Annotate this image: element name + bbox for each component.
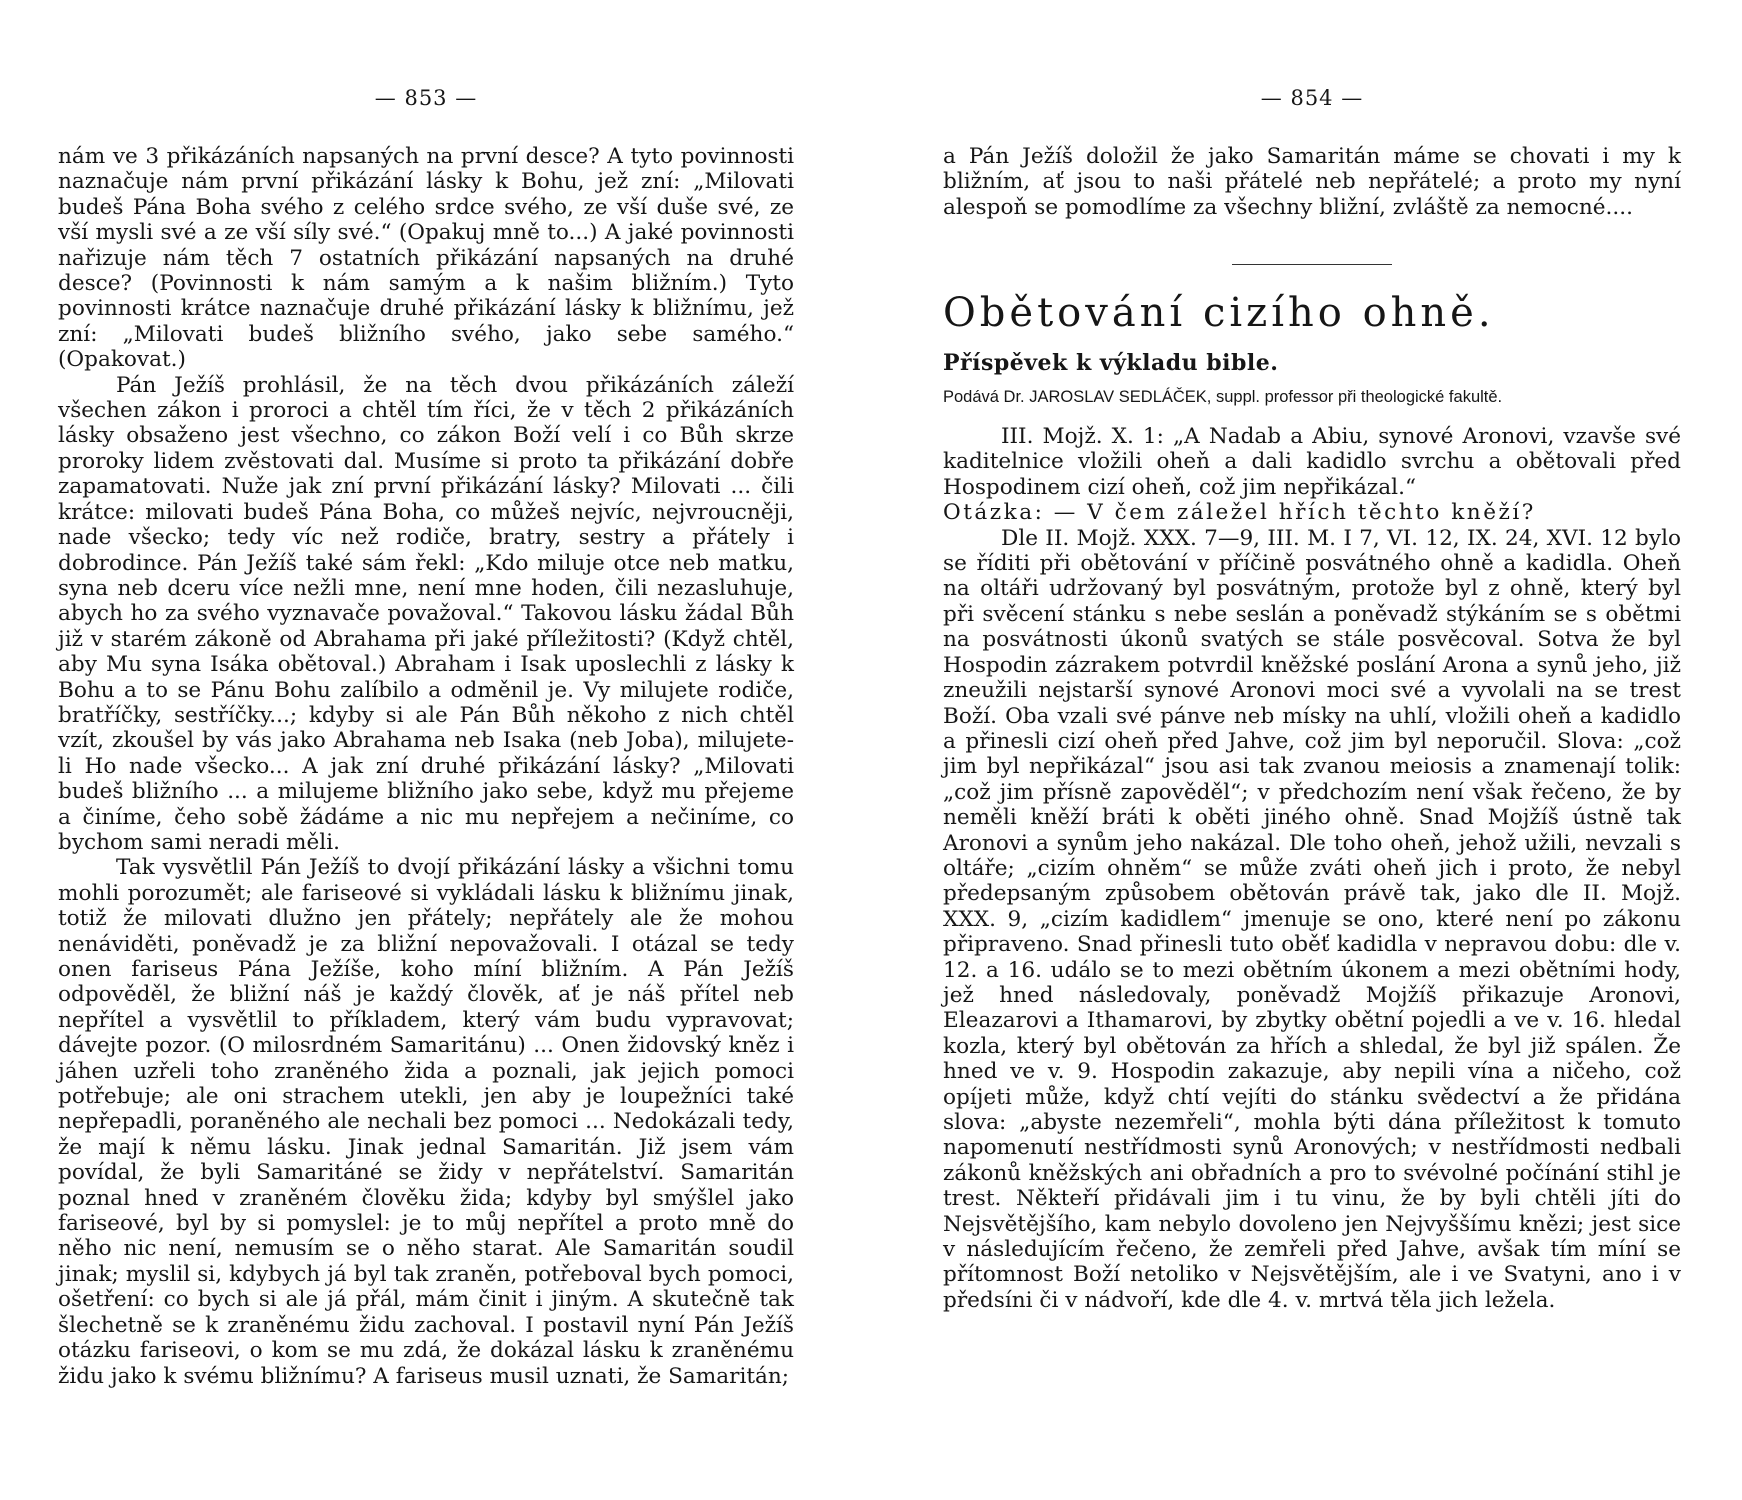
- article-author: Podává Dr. JAROSLAV SEDLÁČEK, suppl. professor při theologické fakultě.: [943, 387, 1503, 406]
- scripture-quote: III. Mojž. X. 1: „A Nadab a Abiu, synové Aronovi, vzavše své kaditelnice vložili oheň a dali kadidlo svrchu a obětovali před Hospodinem cizí oheň, což jim nepřikázal.“: [943, 424, 1681, 500]
- paragraph: nám ve 3 přikázáních napsaných na první desce? A tyto povinnosti naznačuje nám první přikázání lásky k Bohu, jež zní: „Milovati budeš Pána Boha svého z celého srdce svého, ze vší duše své, ze vší mysli své a ze vší síly své.“ (Opakuj mně to...) A jaké povinnosti nařizuje nám těch 7 ostatních přikázání napsaných na druhé desce? (Povinnosti k nám samým a k našim bližním.) Tyto povinnosti krátce naznačuje druhé přikázání lásky k bližnímu, jež zní: „Milovati budeš bližního svého, jako sebe samého.“ (Opakovat.): [58, 144, 794, 373]
- section-divider: [1232, 264, 1392, 265]
- question-heading: Otázka: — V čem záležel hřích těchto kněží?: [943, 500, 1536, 526]
- article-subtitle: Příspěvek k výkladu bible.: [943, 350, 1279, 377]
- page-body: [58, 144, 794, 1389]
- page-number: — 854 —: [1260, 86, 1364, 110]
- article-title: Obětování cizího ohně.: [943, 290, 1495, 337]
- page-body: [943, 144, 1681, 1313]
- continuation-paragraph: a Pán Ježíš doložil že jako Samaritán máme se chovati i my k bližním, ať jsou to naši přátelé neb nepřátelé; a proto my nyní alespoň se pomodlíme za všechny bližní, zvláště za nemocné....: [943, 144, 1681, 220]
- answer-paragraph: Dle II. Mojž. XXX. 7—9, III. M. I 7, VI. 12, IX. 24, XVI. 12 bylo se říditi při obětování v příčině posvátného ohně a kadidla. Oheň na oltáři udržovaný byl posvátným, protože byl z ohně, který byl při svěcení stánku s nebe seslán a poněvadž stýkáním se s obětmi na posvátnosti úkonů svatých se stále posvěcoval. Sotva že byl Hospodin zázrakem potvrdil kněžské poslání Arona a synů jeho, již zneužili nejstarší synové Aronovi moci své a vyvolali na se trest Boží. Oba vzali své pánve neb mísky na uhlí, vložili oheň a kadidlo a přinesli cizí oheň před Jahve, což jim byl neporučil. Slova: „což jim byl nepřikázal“ jsou asi tak zvanou meiosis a znamenají tolik: „což jim přísně zapověděl“; v předchozím není však řečeno, že by neměli kněží bráti k oběti jiného ohně. Snad Mojžíš ústně tak Aronovi a synům jeho nakázal. Dle toho oheň, jehož užili, nevzali s oltáře; „cizím ohněm“ se může zváti oheň jich i proto, že nebyl předepsaným způsobem obětován právě tak, jako dle II. Mojž. XXX. 9, „cizím kadidlem“ jmenuje se ono, které není po zákonu připraveno. Snad přinesli tuto oběť kadidla v nepravou dobu: dle v. 12. a 16. událo se to mezi obětním úkonem a mezi obětními hody, jež hned následovaly, poněvadž Mojžíš přikazuje Aronovi, Eleazarovi a Ithamarovi, by zbytky obětní pojedli a ve v. 16. hledal kozla, který byl obětován za hřích a shledal, že byl již spálen. Že hned ve v. 9. Hospodin zakazuje, aby nepili vína a ničeho, což opíjeti může, když chtí vejíti do stánku svědectví a že přidána slova: „abyste nezemřeli“, mohla býti dána příležitost k tomuto napomenutí nestřídmosti synů Aronových; v nestřídmosti nedbali zákonů kněžských ani obřadních a pro to svévolné počínání stihl je trest. Někteří přidávali jim i tu vinu, že by byli chtěli jíti do Nejsvětějšího, kam nebylo dovoleno jen Nejvyššímu knězi; jest sice v následujícím řečeno, že zemřeli před Jahve, avšak tím míní se přítomnost Boží netoliko v Nejsvětějším, ale i ve Svatyni, ano i v předsíni či v nádvoří, kde dle 4. v. mrtvá těla jich ležela.: [943, 525, 1681, 1313]
- paragraph: Tak vysvětlil Pán Ježíš to dvojí přikázání lásky a všichni tomu mohli porozumět; ale fariseové si vykládali lásku k bližnímu jinak, totiž že milovati dlužno jen přátely; nepřátely ale že mohou nenáviděti, poněvadž je za bližní nepovažovali. I otázal se tedy onen fariseus Pána Ježíše, koho míní bližním. A Pán Ježíš odpověděl, že bližní náš je každý člověk, ať je náš přítel neb nepřítel a vysvětlil to příkladem, který vám budu vypravovat; dávejte pozor. (O milosrdném Samaritánu) ... Onen židovský kněz i jáhen uzřeli toho zraněného žida a poznali, jak jejich pomoci potřebuje; ale oni strachem utekli, jen aby je loupežníci také nepřepadli, poraněného ale nechali bez pomoci ... Nedokázali tedy, že mají k němu lásku. Jinak jednal Samaritán. Již jsem vám povídal, že byli Samaritáné se židy v nepřátelství. Samaritán poznal hned v zraněném člověku žida; kdyby byl smýšlel jako fariseové, byl by si pomyslel: je to můj nepřítel a proto mně do něho nic není, nemusím se o něho starat. Ale Samaritán soudil jinak; myslil si, kdybych já byl tak zraněn, potřeboval bych pomoci, ošetření: co bych si ale já přál, mám činit i jiným. A skutečně tak šlechetně se k zraněnému židu zachoval. I postavil nyní Pán Ježíš otázku fariseovi, o kom se mu zdá, že dokázal lásku k zraněnému židu jako k svému bližnímu? A fariseus musil uznati, že Samaritán;: [58, 855, 794, 1389]
- paragraph: Pán Ježíš prohlásil, že na těch dvou přikázáních záleží všechen zákon i proroci a chtěl tím říci, že v těch 2 přikázáních lásky obsaženo jest všechno, co zákon Boží velí i co Bůh skrze proroky lidem zvěstovati dal. Musíme si proto ta přikázání dobře zapamatovati. Nuže jak zní první přikázání lásky? Milovati ... čili krátce: milovati budeš Pána Boha, co můžeš nejvíc, nejvroucněji, nade všecko; tedy víc než rodiče, bratry, sestry a přátely i dobrodince. Pán Ježíš také sám řekl: „Kdo miluje otce neb matku, syna neb dceru více nežli mne, není mne hoden, čili nezasluhuje, abych ho za svého vyznavače považoval.“ Takovou lásku žádal Bůh již v starém zákoně od Abrahama při jaké příležitosti? (Když chtěl, aby Mu syna Isáka obětoval.) Abraham i Isak uposlechli z lásky k Bohu a to se Pánu Bohu zalíbilo a odměnil je. Vy milujete rodiče, bratříčky, sestříčky...; kdyby si ale Pán Bůh někoho z nich chtěl vzít, zkoušel by vás jako Abrahama neb Isaka (neb Joba), milujete-li Ho nade všecko... A jak zní druhé přikázání lásky? „Milovati budeš bližního ... a milujeme bližního jako sebe, když mu přejeme a činíme, čeho sobě žádáme a nic mu nepřejem a nečiníme, co bychom sami neradi měli.: [58, 372, 794, 855]
- page-number: — 853 —: [374, 86, 478, 110]
